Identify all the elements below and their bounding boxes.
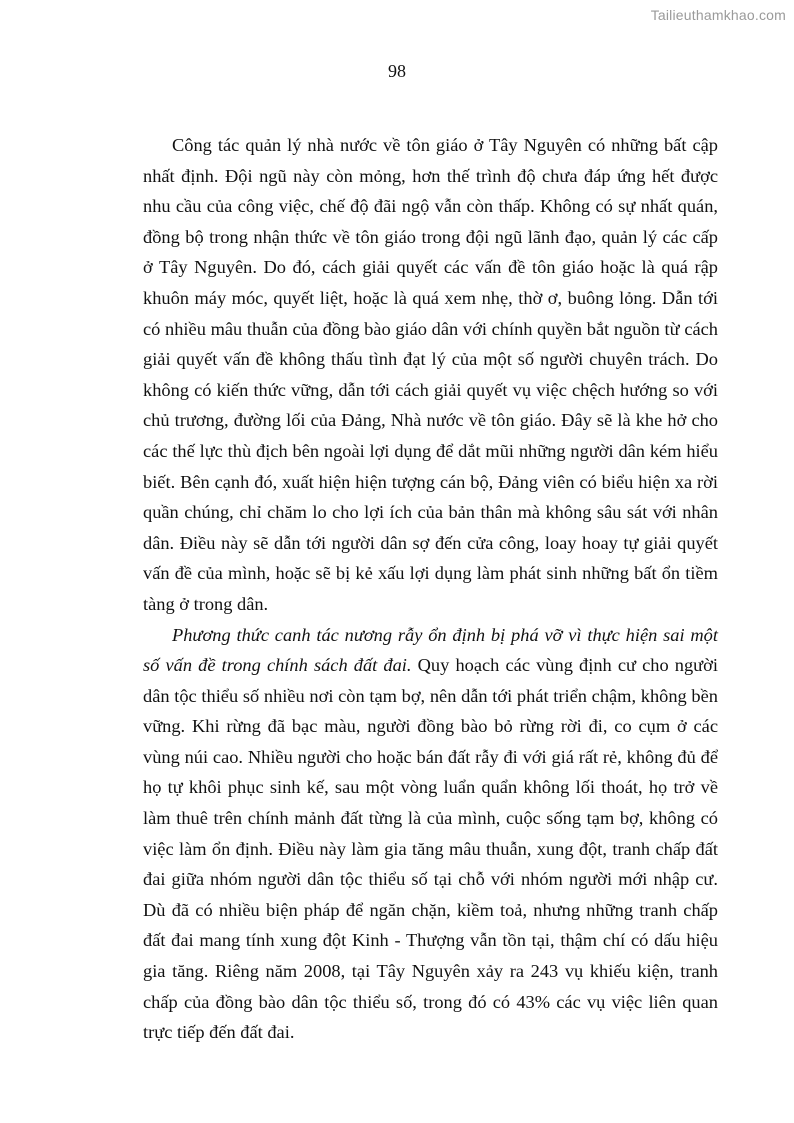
paragraph-1-text: Công tác quản lý nhà nước về tôn giáo ở Tây Nguyên có những bất cập nhất định. Đội ngũ này còn mỏng, hơn thế trình độ chưa đáp ứng hết được nhu cầu của công việc, chế độ đãi ngộ vẫn còn thấp. Không có sự nhất quán, đồng bộ trong nhận thức về tôn giáo trong đội ngũ lãnh đạo, quản lý các cấp ở Tây Nguyên. Do đó, cách giải quyết các vấn đề tôn giáo hoặc là quá rập khuôn máy móc, quyết liệt, hoặc là quá xem nhẹ, thờ ơ, buông lỏng. Dẫn tới có nhiều mâu thuẫn của đồng bào giáo dân với chính quyền bắt nguồn từ cách giải quyết vấn đề không thấu tình đạt lý của một số người chuyên trách. Do không có kiến thức vững, dẫn tới cách giải quyết vụ việc chệch hướng so với chủ trương, đường lối của Đảng, Nhà nước về tôn giáo. Đây sẽ là khe hở cho các thế lực thù địch bên ngoài lợi dụng để dắt mũi những người dân kém hiểu biết. Bên cạnh đó, xuất hiện hiện tượng cán bộ, Đảng viên có biểu hiện xa rời quần chúng, chỉ chăm lo cho lợi ích của bản thân mà không sâu sát với nhân dân. Điều này sẽ dẫn tới người dân sợ đến cửa công, loay hoay tự giải quyết vấn đề của mình, hoặc sẽ bị kẻ xấu lợi dụng làm phát sinh những bất ổn tiềm tàng ở trong dân. [143,135,718,614]
page-number: 98 [388,61,406,81]
paragraph-1 [143,130,718,620]
watermark: Tailieuthamkhao.com [650,7,786,23]
document-body [143,130,718,1048]
paragraph-2-text: Quy hoạch các vùng định cư cho người dân tộc thiểu số nhiều nơi còn tạm bợ, nên dẫn tới phát triển chậm, không bền vững. Khi rừng đã bạc màu, người đồng bào bỏ rừng rời đi, co cụm ở các vùng núi cao. Nhiều người cho hoặc bán đất rẫy đi với giá rất rẻ, không đủ để họ tự khôi phục sinh kế, sau một vòng luẩn quẩn không lối thoát, họ trở về làm thuê trên chính mảnh đất từng là của mình, cuộc sống tạm bợ, không có việc làm ổn định. Điều này làm gia tăng mâu thuẫn, xung đột, tranh chấp đất đai giữa nhóm người dân tộc thiểu số tại chỗ với nhóm người mới nhập cư. Dù đã có nhiều biện pháp để ngăn chặn, kiềm toả, nhưng những tranh chấp đất đai mang tính xung đột Kinh - Thượng vẫn tồn tại, thậm chí có dấu hiệu gia tăng. Riêng năm 2008, tại Tây Nguyên xảy ra 243 vụ khiếu kiện, tranh chấp của đồng bào dân tộc thiểu số, trong đó có 43% các vụ việc liên quan trực tiếp đến đất đai. [143,655,718,1043]
paragraph-2 [143,620,718,1048]
paragraph-2-lead: Phương thức canh tác nương rẫy ổn định bị phá vỡ vì thực hiện sai một số vấn đề trong chính sách đất đai. [143,624,718,676]
